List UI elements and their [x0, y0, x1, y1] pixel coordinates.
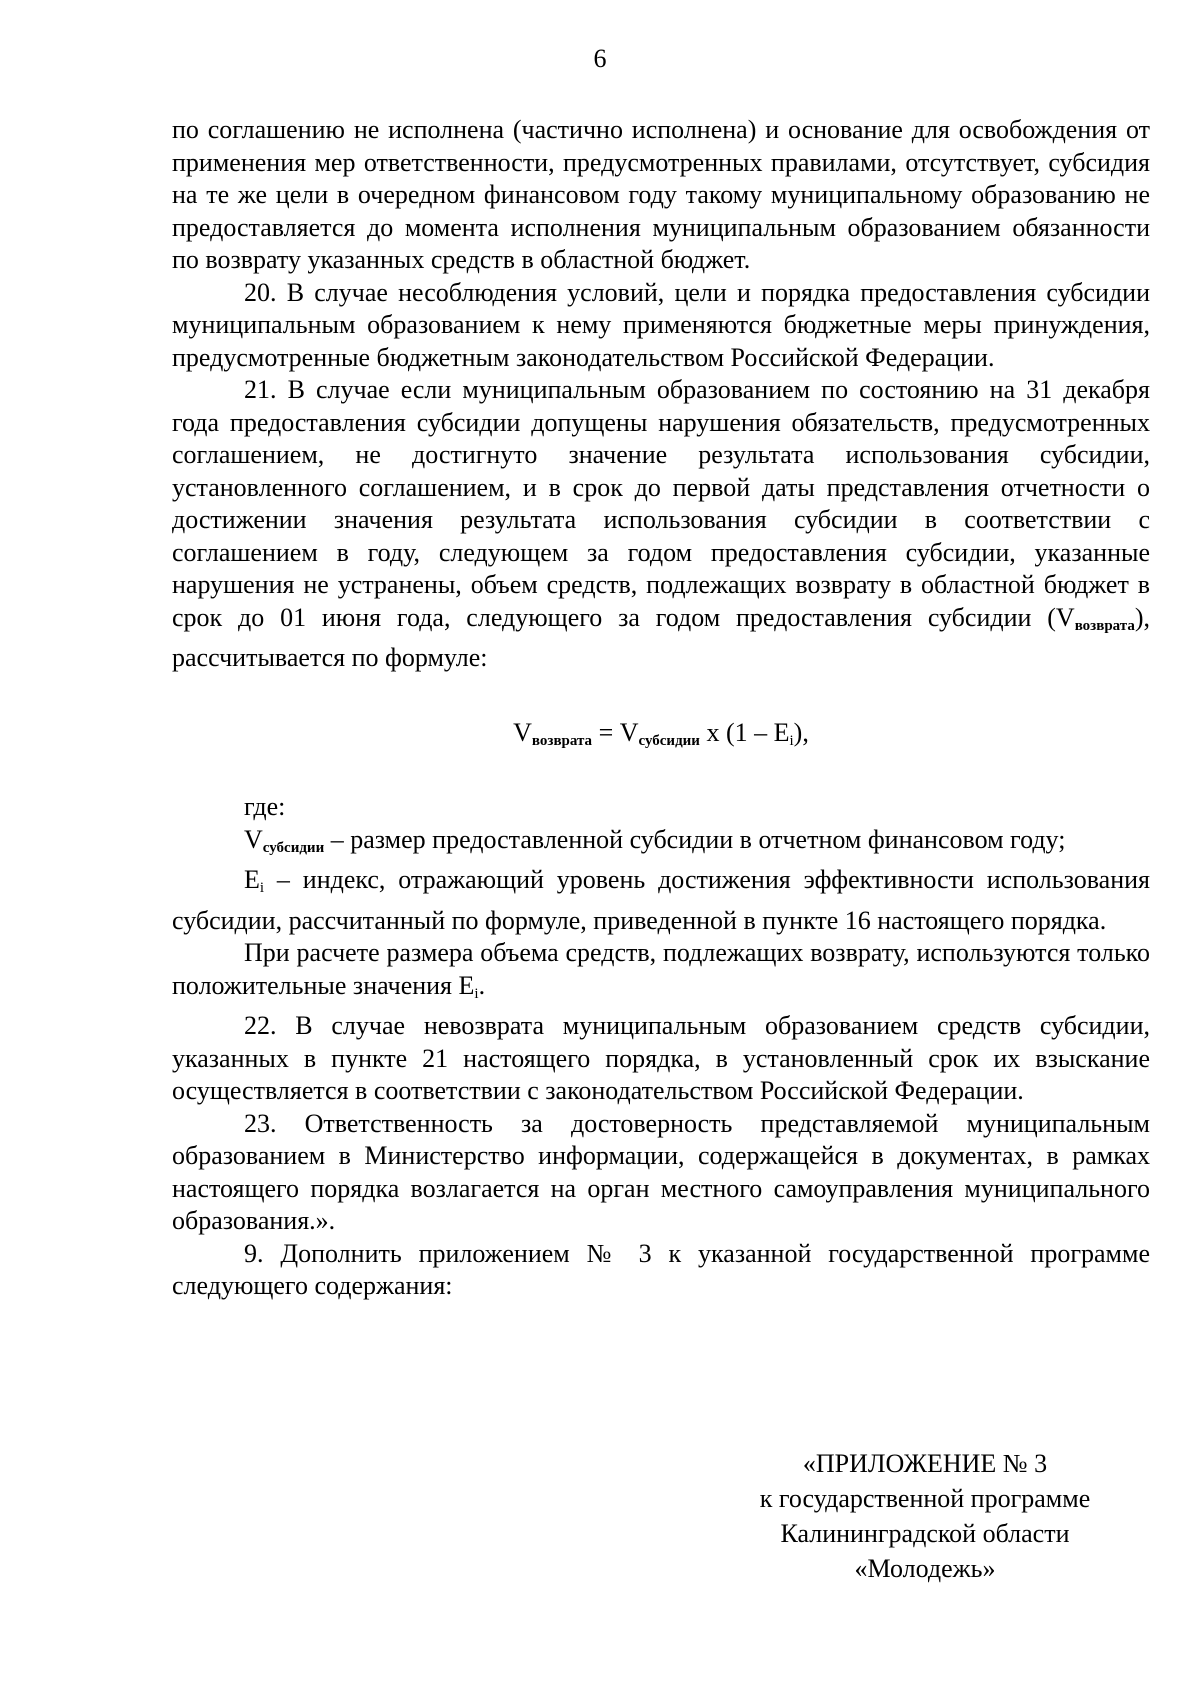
where-label: где:	[244, 792, 286, 821]
positive-values-end: .	[478, 970, 486, 1000]
paragraph-continuation: по соглашению не исполнена (частично исполнена) и основание для освобождения от применения мер ответственности, предусмотренных правилами, отсутствует, субсидия на те же цели в очередном финансовом году такому муниципальному образованию не предоставляется до момента исполнения муниципальным образованием обязанности по возврату указанных средств в областной бюджет.	[172, 115, 1150, 274]
formula-v1: V	[513, 717, 532, 747]
definition-v-subscript: субсидии	[262, 839, 325, 856]
paragraph-21	[172, 374, 1150, 675]
paragraph-20: 20. В случае несоблюдения условий, цели и порядка предоставления субсидии муниципальным образованием к нему применяются бюджетные меры принуждения, предусмотренные бюджетным законодательством Российской Федерации.	[172, 277, 1150, 372]
definition-e-symbol: E	[244, 865, 260, 894]
appendix-heading	[700, 1446, 1150, 1586]
paragraph-21-subscript: возврата	[1074, 617, 1135, 634]
appendix-line-4: «Молодежь»	[854, 1554, 996, 1583]
paragraph-21-start: 21. В случае если муниципальным образованием по состоянию на 31 декабря года предоставления субсидии допущены нарушения обязательств, предусмотренных соглашением, не достигнуто значение результата использования субсидии, установленного соглашением, и в срок до первой даты представления отчетности о достижении значения результата использования субсидии в соответствии с соглашением в году, следующем за годом предоставления субсидии, указанные нарушения не устранены, объем средств, подлежащих возврату в областной бюджет в срок до 01 июня года, следующего за годом предоставления субсидии (V	[172, 375, 1150, 632]
definition-e	[172, 864, 1150, 937]
definition-e-text: – индекс, отражающий уровень достижения эффективности использования субсидии, рассчитанный по формуле, приведенной в пункте 16 настоящего порядка.	[172, 865, 1150, 935]
positive-values-note	[172, 937, 1150, 1010]
paragraph-9: 9. Дополнить приложением № 3 к указанной государственной программе следующего содержания:	[172, 1238, 1150, 1300]
paragraph-22: 22. В случае невозврата муниципальным образованием средств субсидии, указанных в пункте 21 настоящего порядка, в установленный срок их взыскание осуществляется в соответствии с законодательством Российской Федерации.	[172, 1011, 1150, 1105]
appendix-line-3: Калининградской области	[780, 1519, 1070, 1548]
formula-rest: x (1 – E	[699, 717, 790, 747]
definition-e-subscript: i	[259, 880, 265, 896]
appendix-line-1: «ПРИЛОЖЕНИЕ № 3	[802, 1449, 1048, 1478]
paragraph-21-end: ), рассчитывается по формуле:	[172, 602, 1150, 672]
paragraph-23: 23. Ответственность за достоверность представляемой муниципальным образованием в Министерство информации, содержащейся в документах, в рамках настоящего порядка возлагается на орган местного самоуправления муниципального образования.».	[172, 1108, 1150, 1235]
page-number: 6	[593, 44, 607, 73]
document-body	[172, 114, 1150, 1303]
formula-v1-subscript: возврата	[531, 732, 593, 749]
appendix-line-2: к государственной программе	[759, 1484, 1091, 1513]
formula-equals: = V	[592, 717, 639, 747]
positive-values-text: При расчете размера объема средств, подлежащих возврату, используются только положительные значения E	[172, 938, 1150, 1000]
definition-v-symbol: V	[244, 824, 263, 854]
definition-v	[172, 824, 1150, 865]
definition-v-text: – размер предоставленной субсидии в отчетном финансовом году;	[324, 824, 1066, 854]
formula-e-subscript: i	[789, 732, 794, 749]
formula	[172, 717, 1150, 758]
positive-values-subscript: i	[474, 985, 479, 1002]
formula-close: ),	[793, 717, 809, 747]
formula-v2-subscript: субсидии	[638, 732, 700, 749]
